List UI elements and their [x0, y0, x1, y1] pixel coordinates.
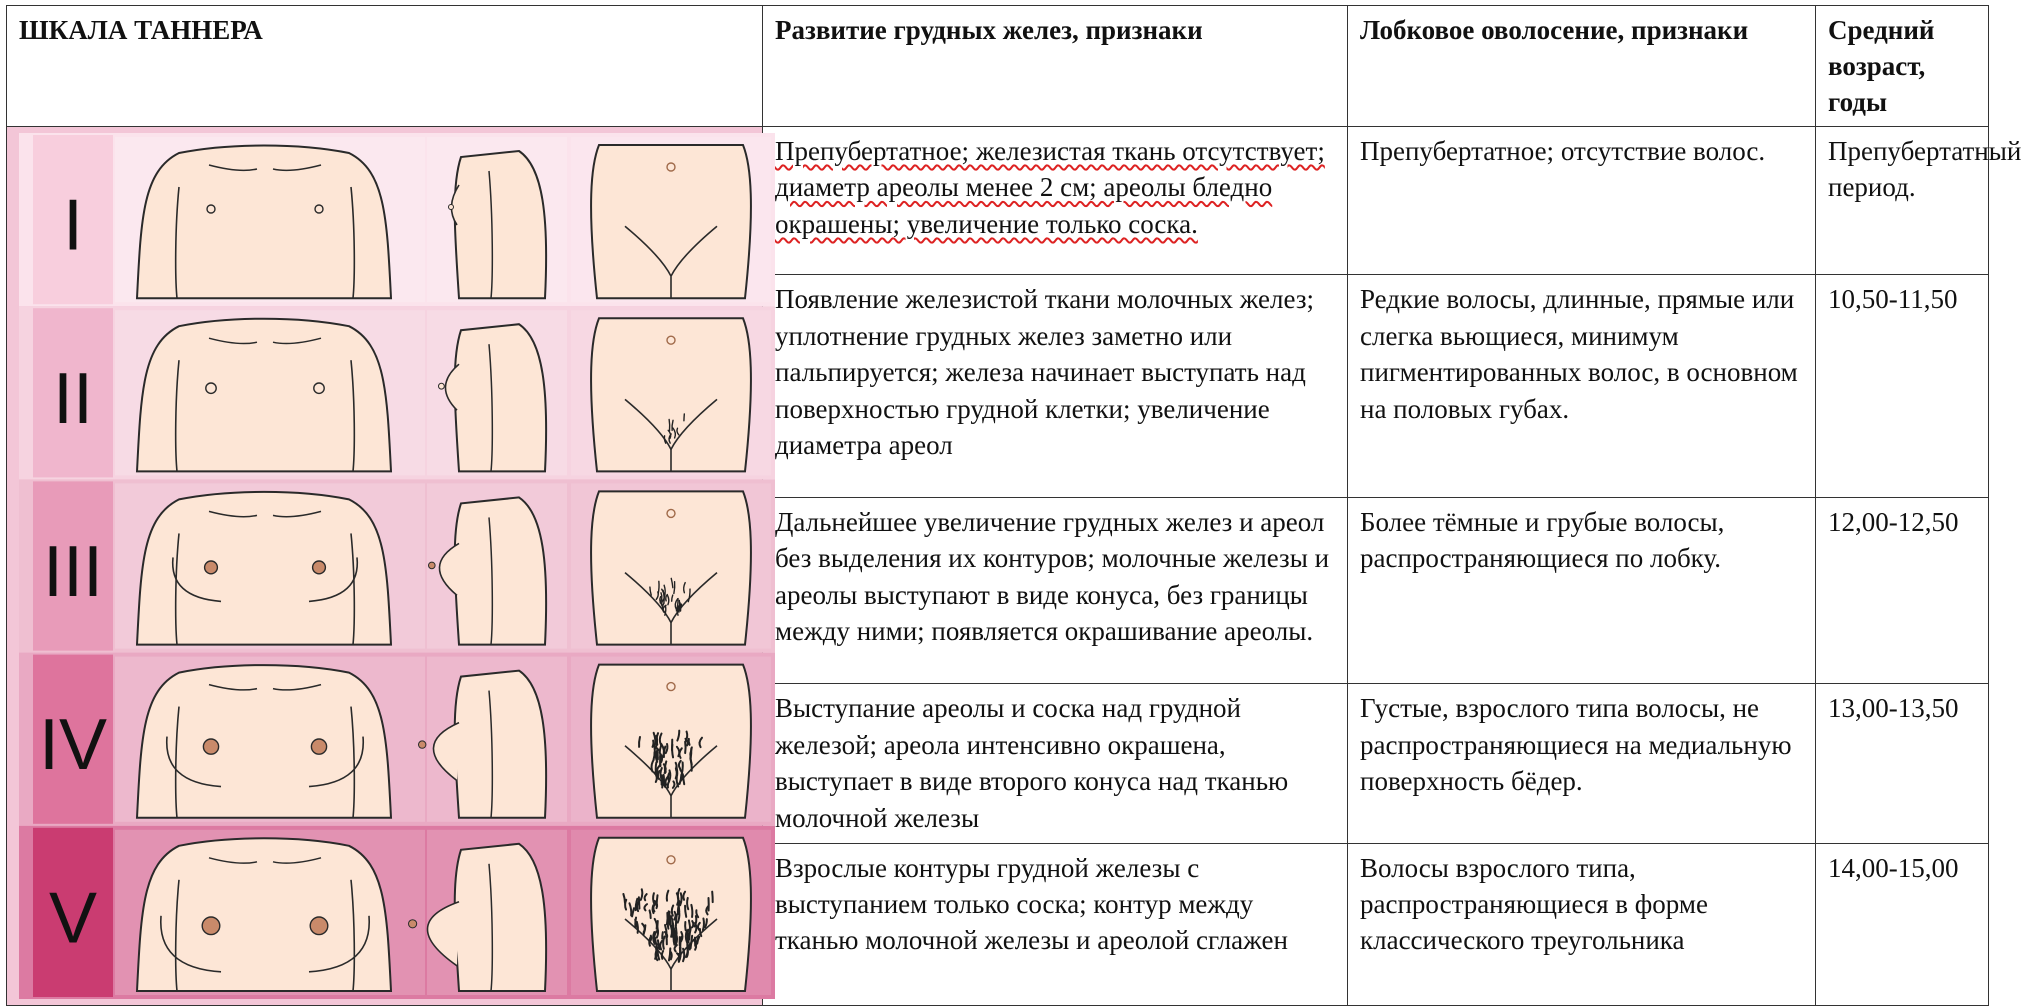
navel-mark: [667, 683, 675, 691]
stage-5-illustration: [19, 826, 775, 999]
nipple-mark: [205, 561, 218, 574]
header-age: Средний возраст, годы: [1816, 6, 1989, 127]
nipple-mark: [206, 383, 216, 393]
nipple-mark: [313, 561, 326, 574]
header-pubic: Лобковое оволосение, признаки: [1348, 6, 1816, 127]
front-torso-figure: [137, 146, 391, 299]
stage-row: [7, 127, 1989, 275]
front-torso-figure: [137, 838, 391, 991]
front-torso-figure: [137, 665, 391, 818]
stage-3-age: 12,00-12,50: [1816, 497, 1989, 684]
tanner-illustration: [19, 133, 775, 999]
front-torso-figure: [137, 492, 391, 645]
stage-numeral: IV: [38, 705, 108, 786]
stage-1-breast: [763, 127, 1348, 275]
stage-2-pubic: Редкие волосы, длинные, прямые или слегка вьющиеся, минимум пигментированных волос, в основном на половых губах.: [1348, 275, 1816, 498]
nipple-mark: [203, 739, 218, 754]
navel-mark: [667, 509, 675, 517]
stage-5-breast: Взрослые контуры грудной железы с выступанием только соска; контур между тканью молочной железы и ареолой сглажен: [763, 843, 1348, 1005]
stage-4-breast: Выступание ареолы и соска над грудной железой; ареола интенсивно окрашена, выступает в виде второго конуса над тканью молочной железы: [763, 684, 1348, 843]
pubic-figure: [591, 145, 751, 298]
stage-1-breast-text: Препубертатное; железистая ткань отсутствует; диаметр ареолы менее 2 см; ареолы бледно окрашены; увеличение только соска.: [775, 136, 1325, 239]
navel-mark: [667, 856, 675, 864]
nipple-mark: [310, 917, 328, 935]
stage-2-age: 10,50-11,50: [1816, 275, 1989, 498]
stage-4-pubic: Густые, взрослого типа волосы, не распространяющиеся на медиальную поверхность бёдер.: [1348, 684, 1816, 843]
header-row: [7, 6, 1989, 127]
stage-2-illustration: [19, 306, 775, 479]
pubic-figure: [591, 838, 751, 991]
navel-mark: [667, 163, 675, 171]
stage-numeral: III: [42, 532, 104, 612]
stage-3-illustration: [19, 479, 775, 652]
nipple-mark: [315, 205, 323, 213]
tanner-illustration-panel: [7, 127, 763, 1006]
pubic-figure: [591, 665, 751, 818]
stage-5-pubic: Волосы взрослого типа, распространяющиеся в форме классического треугольника: [1348, 843, 1816, 1005]
nipple-mark: [202, 917, 220, 935]
stage-numeral: II: [52, 358, 94, 439]
stage-3-pubic: Более тёмные и грубые волосы, распространяющиеся по лобку.: [1348, 497, 1816, 684]
nipple-mark: [207, 205, 215, 213]
stage-1-age: Препубертатный период.: [1816, 127, 1989, 275]
stage-numeral: V: [48, 878, 98, 959]
table-title: ШКАЛА ТАННЕРА: [7, 6, 763, 127]
stage-4-age: 13,00-13,50: [1816, 684, 1989, 843]
front-torso-figure: [137, 319, 391, 472]
stage-4-illustration: [19, 653, 775, 826]
side-profile-figure: [449, 151, 547, 298]
stage-1-pubic: Препубертатное; отсутствие волос.: [1348, 127, 1816, 275]
header-breast: Развитие грудных желез, признаки: [763, 6, 1348, 127]
stage-3-breast: Дальнейшее увеличение грудных желез и ареол без выделения их контуров; молочные железы и ареолы выступают в виде конуса, без границы между ними; появляется окрашивание ареолы.: [763, 497, 1348, 684]
stage-5-age: 14,00-15,00: [1816, 843, 1989, 1005]
stage-2-breast: Появление железистой ткани молочных желез; уплотнение грудных желез заметно или пальпируется; железа начинает выступать над поверхностью грудной клетки; увеличение диаметра ареол: [763, 275, 1348, 498]
nipple-mark: [314, 383, 324, 393]
stage-numeral: I: [62, 185, 84, 266]
pubic-figure: [591, 318, 751, 471]
navel-mark: [667, 336, 675, 344]
pubic-figure: [591, 491, 751, 644]
nipple-mark: [311, 739, 326, 754]
stage-1-illustration: [19, 133, 775, 306]
tanner-table: [6, 5, 2021, 1006]
